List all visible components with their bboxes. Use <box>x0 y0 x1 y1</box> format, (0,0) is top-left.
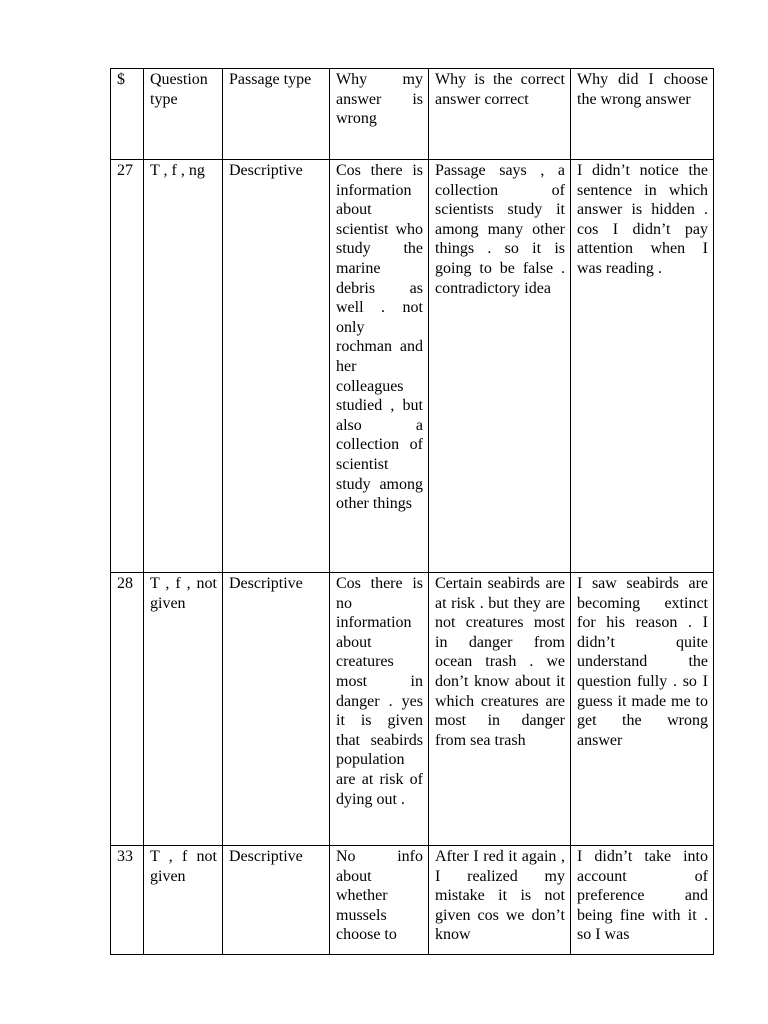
why-chose-cell: I didn’t notice the sentence in which answer is hidden . cos I didn’t pay attention when I was reading . <box>571 160 714 573</box>
question-number-cell: 27 <box>111 160 144 573</box>
header-cell-why-chose: Why did I choose the wrong answer <box>571 69 714 160</box>
table-header-row <box>111 69 714 160</box>
question-type-cell: T , f , ng <box>144 160 223 573</box>
passage-type-cell: Descriptive <box>223 160 330 573</box>
header-cell-number: $ <box>111 69 144 160</box>
header-cell-passage-type: Passage type <box>223 69 330 160</box>
table-row <box>111 573 714 846</box>
why-chose-cell: I saw seabirds are becoming extinct for his reason . I didn’t quite understand the question fully . so I guess it made me to get the wrong answer <box>571 573 714 846</box>
question-type-cell: T , f not given <box>144 846 223 955</box>
why-chose-cell: I didn’t take into account of preference and being fine with it . so I was <box>571 846 714 955</box>
question-type-cell: T , f , not given <box>144 573 223 846</box>
why-wrong-cell: Cos there is information about scientist who study the marine debris as well . not only rochman and her colleagues studied , but also a collection of scientist study among other things <box>330 160 429 573</box>
passage-type-cell: Descriptive <box>223 846 330 955</box>
table-row <box>111 846 714 955</box>
header-cell-why-correct: Why is the correct answer correct <box>429 69 571 160</box>
question-number-cell: 33 <box>111 846 144 955</box>
why-wrong-cell: No info about whether mussels choose to <box>330 846 429 955</box>
why-correct-cell: After I red it again , I realized my mistake it is not given cos we don’t know <box>429 846 571 955</box>
header-cell-question-type: Question type <box>144 69 223 160</box>
why-correct-cell: Passage says , a collection of scientists study it among many other things . so it is going to be false . contradictory idea <box>429 160 571 573</box>
header-cell-why-wrong: Why my answer is wrong <box>330 69 429 160</box>
table-row <box>111 160 714 573</box>
passage-type-cell: Descriptive <box>223 573 330 846</box>
why-wrong-cell: Cos there is no information about creatures most in danger . yes it is given that seabirds population are at risk of dying out . <box>330 573 429 846</box>
question-number-cell: 28 <box>111 573 144 846</box>
why-correct-cell: Certain seabirds are at risk . but they are not creatures most in danger from ocean trash . we don’t know about it which creatures are most in danger from sea trash <box>429 573 571 846</box>
answer-analysis-table <box>110 68 714 955</box>
